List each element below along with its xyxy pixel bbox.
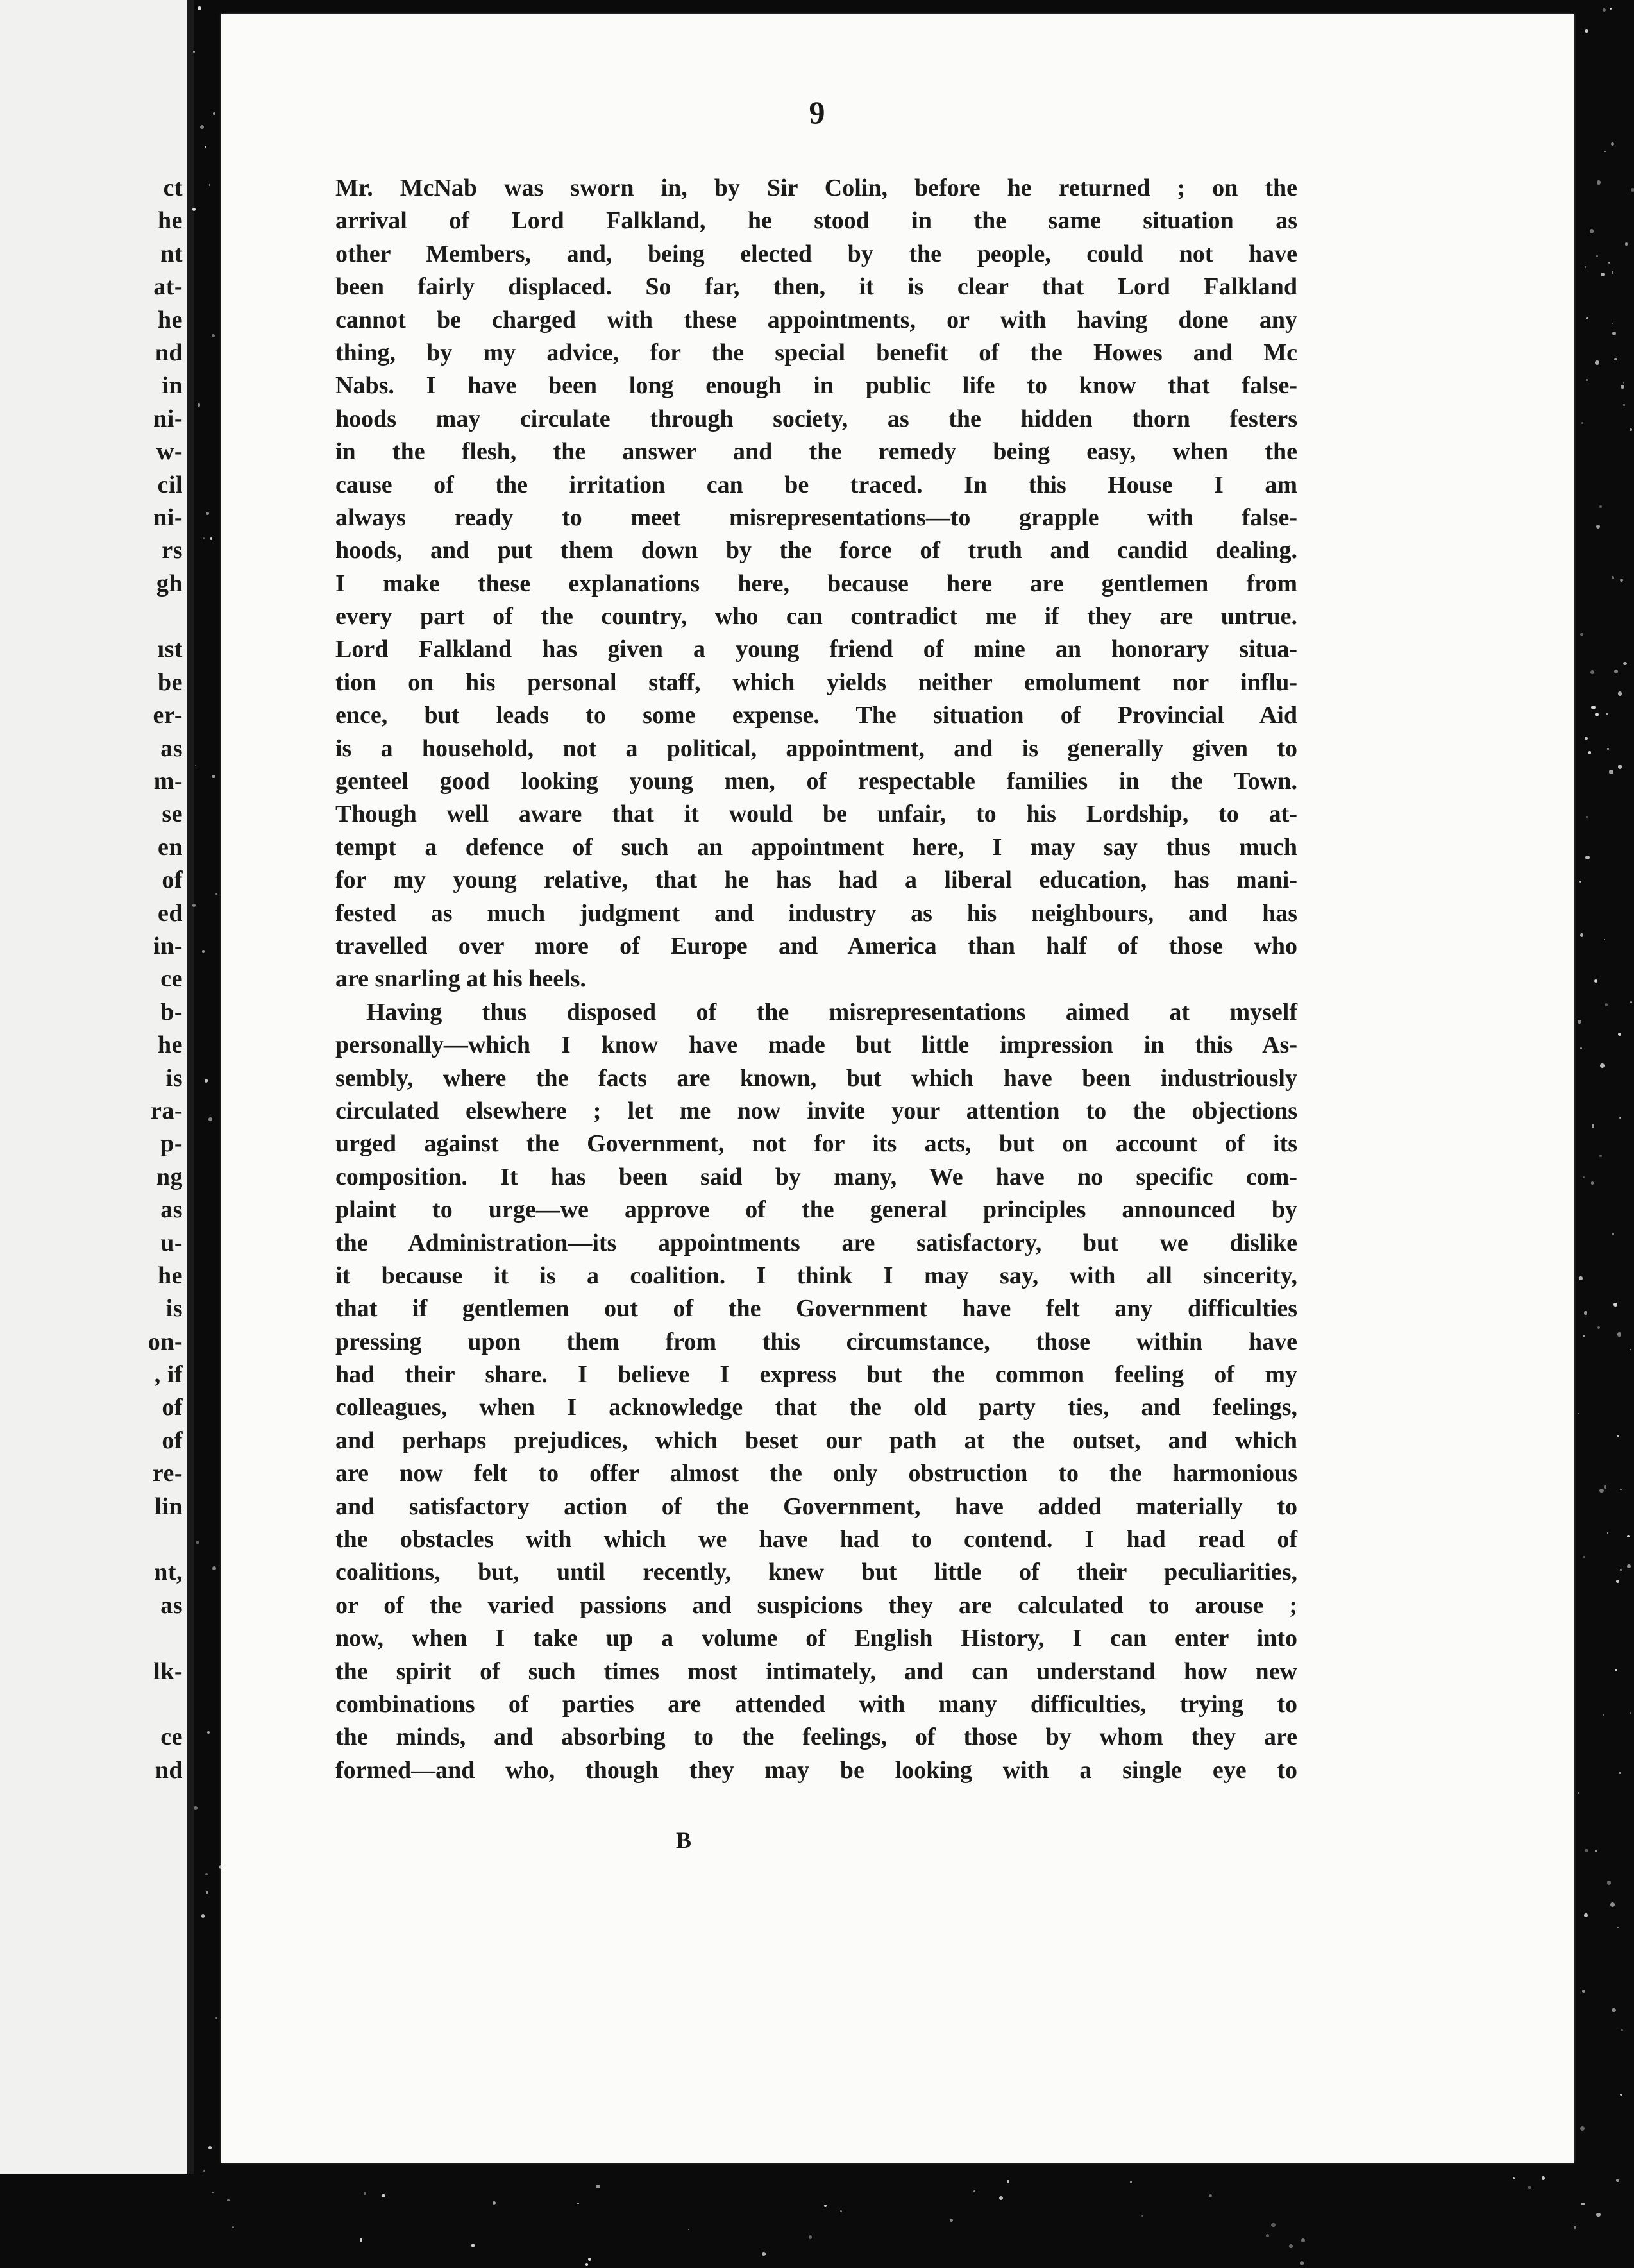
text-line: arrival of Lord Falkland, he stood in the same situation as <box>335 207 1297 235</box>
fragment-line: nt, <box>154 1559 183 1586</box>
scan-noise-speck <box>205 146 206 148</box>
text-line: cannot be charged with these appointments, or with having done any <box>335 306 1297 334</box>
scan-noise-speck <box>1620 1569 1622 1571</box>
fragment-line: at- <box>153 273 183 301</box>
text-line: every part of the country, who can contradict me if they are untrue. <box>335 603 1297 630</box>
scan-noise-speck <box>382 2194 385 2198</box>
text-line: Lord Falkland has given a young friend of mine an honorary situa- <box>335 636 1297 663</box>
fragment-line: p- <box>160 1130 183 1158</box>
scan-noise-speck <box>194 1806 198 1811</box>
scan-noise-speck <box>1630 1001 1632 1003</box>
text-line: tion on his personal staff, which yields neither emolument nor influ- <box>335 668 1297 696</box>
scan-noise-speck <box>1621 2029 1622 2031</box>
fragment-line: ce <box>160 965 183 993</box>
fragment-line: be <box>158 668 183 696</box>
fragment-line: on- <box>147 1328 183 1355</box>
scan-noise-speck <box>213 112 215 115</box>
scan-noise-speck <box>1620 579 1623 582</box>
scan-noise-speck <box>200 125 204 129</box>
scan-noise-speck <box>1007 2180 1009 2183</box>
previous-page-text-fragments <box>0 172 183 1787</box>
scan-noise-speck <box>1271 2223 1276 2228</box>
fragment-line: se <box>162 800 183 828</box>
scan-noise-speck <box>1586 379 1588 381</box>
scan-noise-speck <box>1612 271 1614 274</box>
scan-noise-speck <box>1585 1849 1588 1852</box>
scan-noise-speck <box>1130 2181 1132 2183</box>
scan-noise-speck <box>210 537 212 539</box>
text-line: and perhaps prejudices, which beset our path at the outset, and which <box>335 1426 1297 1454</box>
scan-noise-speck <box>1612 2008 1616 2013</box>
fragment-line: is <box>165 1295 183 1323</box>
scan-noise-speck <box>1581 2203 1585 2206</box>
scan-noise-speck <box>950 2219 953 2222</box>
scan-noise-speck <box>1584 1311 1587 1314</box>
scan-noise-speck <box>1592 1124 1595 1128</box>
scan-noise-speck <box>1617 1927 1619 1928</box>
signature-mark: B <box>675 1827 691 1853</box>
scan-noise-speck <box>1616 1580 1619 1583</box>
scan-noise-speck <box>1583 1335 1585 1337</box>
scan-noise-speck <box>1583 1556 1585 1558</box>
scan-noise-speck <box>1585 266 1587 268</box>
scan-noise-speck <box>1609 770 1613 774</box>
fragment-line: ni- <box>153 405 183 432</box>
scan-noise-speck <box>1599 1489 1603 1493</box>
fragment-line: he <box>158 1262 183 1289</box>
fragment-line: w- <box>156 438 183 466</box>
scan-noise-speck <box>1596 255 1598 258</box>
scan-noise-speck <box>1617 1435 1619 1437</box>
text-line: ence, but leads to some expense. The situation of Provincial Aid <box>335 702 1297 729</box>
scan-noise-speck <box>1604 151 1606 153</box>
text-line: now, when I take up a volume of English History, I can enter into <box>335 1625 1297 1652</box>
scan-noise-speck <box>195 765 196 766</box>
scan-noise-speck <box>1141 2215 1143 2217</box>
scan-noise-speck <box>809 2235 813 2239</box>
scan-noise-speck <box>1300 2261 1304 2265</box>
scan-noise-speck <box>1584 1913 1588 1917</box>
text-line: circulated elsewhere ; let me now invite your attention to the objections <box>335 1097 1297 1124</box>
fragment-line: b- <box>160 998 183 1026</box>
text-line: I make these explanations here, because here are gentlemen from <box>335 570 1297 597</box>
scan-noise-speck <box>1619 1117 1621 1119</box>
scan-noise-speck <box>1580 2126 1585 2131</box>
text-line: always ready to meet misrepresentations—to grapple with false- <box>335 504 1297 531</box>
body-text <box>335 172 1297 1787</box>
scan-noise-speck <box>1595 1850 1597 1852</box>
text-line: formed—and who, though they may be looking with a single eye to <box>335 1756 1297 1784</box>
fragment-line: ıst <box>157 636 183 663</box>
scan-noise-speck <box>1614 358 1617 361</box>
scan-noise-speck <box>1627 1564 1631 1568</box>
scan-noise-speck <box>1578 1792 1579 1793</box>
scan-noise-speck <box>1630 1349 1631 1351</box>
fragment-line: as <box>160 1591 183 1619</box>
scan-noise-speck <box>208 2146 212 2149</box>
fragment-line: he <box>158 207 183 235</box>
scan-noise-speck <box>1603 8 1606 12</box>
scan-noise-speck <box>192 904 196 907</box>
text-line: pressing upon them from this circumstance, those within have <box>335 1328 1297 1355</box>
scan-noise-speck <box>1574 2226 1576 2229</box>
scan-noise-speck <box>1606 713 1608 715</box>
fragment-line: nt <box>160 240 183 267</box>
text-line: fested as much judgment and industry as his neighbours, and has <box>335 899 1297 927</box>
scan-noise-speck <box>840 2210 842 2212</box>
text-line: it because it is a coalition. I think I may say, with all sincerity, <box>335 1262 1297 1289</box>
fragment-line: of <box>162 1426 183 1454</box>
text-line: coalitions, but, until recently, knew but little of their peculiarities, <box>335 1559 1297 1586</box>
fragment-line: cil <box>157 471 183 498</box>
scan-noise-speck <box>1579 881 1581 883</box>
scan-noise-speck <box>232 2226 234 2228</box>
fragment-line: er- <box>153 702 183 729</box>
scan-noise-speck <box>193 51 195 53</box>
scan-noise-speck <box>1586 317 1588 319</box>
text-line: cause of the irritation can be traced. In this House I am <box>335 471 1297 498</box>
scan-noise-speck <box>1599 1155 1602 1157</box>
fragment-line <box>0 1688 183 1721</box>
scan-noise-speck <box>227 2199 230 2202</box>
scan-noise-speck <box>215 2017 217 2019</box>
scan-noise-speck <box>205 1079 208 1083</box>
scan-noise-speck <box>1595 360 1599 365</box>
scan-noise-speck <box>215 893 217 895</box>
scan-noise-speck <box>1579 1276 1583 1280</box>
scan-noise-speck <box>1612 1233 1614 1235</box>
previous-page-strip <box>0 0 187 2174</box>
scan-noise-speck <box>202 950 205 952</box>
scan-noise-speck <box>824 2205 827 2208</box>
scan-noise-speck <box>1607 1881 1611 1884</box>
text-line: are snarling at his heels. <box>335 965 586 993</box>
scan-noise-speck <box>1608 262 1610 264</box>
scan-noise-speck <box>1630 428 1632 431</box>
scan-noise-speck <box>1620 1489 1621 1490</box>
text-line: composition. It has been said by many, We have no specific com- <box>335 1163 1297 1190</box>
scan-noise-speck <box>1582 1990 1585 1993</box>
scan-noise-speck <box>1542 2176 1545 2179</box>
scan-noise-speck <box>1585 856 1590 860</box>
page-gutter <box>187 0 194 2174</box>
scan-noise-speck <box>1597 180 1601 185</box>
scan-noise-speck <box>1601 273 1605 276</box>
text-line: been fairly displaced. So far, then, it is clear that Lord Falkland <box>335 273 1297 301</box>
scan-noise-speck <box>1583 1176 1585 1178</box>
scan-noise-speck <box>212 1566 217 1571</box>
fragment-line: nd <box>155 339 183 366</box>
scan-noise-speck <box>1607 748 1609 750</box>
scan-noise-speck <box>1596 525 1600 529</box>
text-line: combinations of parties are attended with many difficulties, trying to <box>335 1690 1297 1718</box>
scan-noise-speck <box>364 2192 366 2195</box>
text-line: sembly, where the facts are known, but which have been industriously <box>335 1064 1297 1092</box>
scan-noise-speck <box>1600 1063 1605 1068</box>
text-line: Mr. McNab was sworn in, by Sir Colin, before he returned ; on the <box>335 174 1297 201</box>
fragment-line: re- <box>152 1460 183 1487</box>
scan-noise-speck <box>1595 713 1599 716</box>
scan-noise-speck <box>1612 576 1614 579</box>
fragment-line: he <box>158 306 183 334</box>
scan-noise-speck <box>1616 2179 1619 2181</box>
scan-noise-speck <box>1631 188 1634 192</box>
scan-noise-speck <box>212 334 215 337</box>
fragment-line: , if <box>154 1361 183 1389</box>
scan-noise-speck <box>1623 404 1626 407</box>
scan-noise-speck <box>588 2258 591 2261</box>
fragment-line: en <box>158 833 183 861</box>
scan-noise-speck <box>1578 1413 1579 1414</box>
text-line: plaint to urge—we approve of the general principles announced by <box>335 1196 1297 1224</box>
scan-noise-speck <box>1612 332 1617 336</box>
text-line: is a household, not a political, appointment, and is generally given to <box>335 734 1297 762</box>
scan-noise-speck <box>1581 422 1584 425</box>
scan-noise-speck <box>1604 939 1605 940</box>
text-line: travelled over more of Europe and America than half of those who <box>335 932 1297 960</box>
scan-noise-speck <box>1580 933 1583 936</box>
fragment-line: in- <box>153 932 183 960</box>
text-line: the obstacles with which we have had to contend. I had read of <box>335 1526 1297 1553</box>
text-line: urged against the Government, not for its acts, but on account of its <box>335 1130 1297 1158</box>
fragment-line: rs <box>162 537 183 564</box>
scan-noise-speck <box>212 2192 214 2194</box>
text-line: personally—which I know have made but little impression in this As- <box>335 1031 1297 1059</box>
scan-noise-speck <box>1590 670 1594 674</box>
scan-noise-speck <box>1289 2244 1292 2247</box>
fragment-line <box>0 1523 183 1556</box>
scan-noise-speck <box>577 2203 578 2204</box>
page-number: 9 <box>809 94 825 130</box>
scan-noise-speck <box>1607 1532 1608 1534</box>
fragment-line: ra- <box>150 1097 183 1124</box>
scan-noise-speck <box>1599 505 1602 508</box>
scan-noise-speck <box>1613 1303 1617 1307</box>
scan-noise-speck <box>1585 737 1588 740</box>
scan-noise-speck <box>1623 662 1627 666</box>
text-line: colleagues, when I acknowledge that the old party ties, and feelings, <box>335 1394 1297 1421</box>
scan-noise-speck <box>1627 1535 1630 1537</box>
scan-noise-speck <box>973 2190 975 2192</box>
scan-noise-speck <box>1625 242 1628 245</box>
fragment-line: as <box>160 1196 183 1224</box>
scan-noise-speck <box>203 2170 205 2172</box>
text-line: tempt a defence of such an appointment here, I may say thus much <box>335 833 1297 861</box>
scan-noise-speck <box>1615 1669 1617 1671</box>
scan-noise-speck <box>201 1914 205 1917</box>
scan-noise-speck <box>360 2238 362 2241</box>
text-line: the Administration—its appointments are satisfactory, but we dislike <box>335 1229 1297 1257</box>
scan-noise-speck <box>596 2185 600 2189</box>
scan-noise-speck <box>1618 1033 1621 1036</box>
fragment-line: ed <box>158 899 183 927</box>
text-line: that if gentlemen out of the Government have felt any difficulties <box>335 1295 1297 1323</box>
scan-noise-speck <box>1597 1326 1600 1329</box>
text-line: in the flesh, the answer and the remedy being easy, when the <box>335 438 1297 466</box>
scan-noise-speck <box>1621 385 1624 389</box>
fragment-line <box>0 1622 183 1655</box>
text-line: the minds, and absorbing to the feelings, of those by whom they are <box>335 1723 1297 1751</box>
scan-noise-speck <box>1605 1003 1608 1006</box>
text-line: thing, by my advice, for the special benefit of the Howes and Mc <box>335 339 1297 366</box>
scan-noise-speck <box>198 6 201 10</box>
scan-noise-speck <box>1619 1772 1622 1775</box>
fragment-line: m- <box>153 768 183 795</box>
fragment-line: in <box>162 372 183 400</box>
scan-noise-speck <box>206 1891 209 1894</box>
fragment-line <box>0 600 183 633</box>
scan-noise-speck <box>1513 2177 1515 2179</box>
scan-noise-speck <box>1630 1712 1631 1713</box>
scan-noise-speck <box>1594 979 1597 983</box>
fragment-line: ce <box>160 1723 183 1751</box>
scan-noise-speck <box>688 2229 689 2230</box>
scan-noise-speck <box>1590 229 1594 233</box>
fragment-line: ct <box>163 174 183 201</box>
fragment-line: u- <box>160 1229 183 1257</box>
text-line: had their share. I believe I express but the common feeling of my <box>335 1361 1297 1389</box>
text-line: genteel good looking young men, of respectable families in the Town. <box>335 768 1297 795</box>
scan-noise-speck <box>762 2252 766 2256</box>
scan-noise-speck <box>1618 691 1622 696</box>
scan-noise-speck <box>207 1731 210 1734</box>
scan-noise-speck <box>205 1873 208 1875</box>
scan-noise-speck <box>1266 2234 1269 2237</box>
text-line: hoods, and put them down by the force of truth and candid dealing. <box>335 537 1297 564</box>
scan-noise-speck <box>203 537 205 539</box>
fragment-line: of <box>162 867 183 894</box>
scan-noise-speck <box>212 775 215 779</box>
text-line: or of the varied passions and suspicions they are calculated to arouse ; <box>335 1591 1297 1619</box>
scan-noise-speck <box>1591 706 1596 710</box>
scan-noise-speck <box>1580 1047 1582 1049</box>
fragment-line: nd <box>155 1756 183 1784</box>
scan-noise-speck <box>1301 2238 1304 2242</box>
text-line: and satisfactory action of the Government, have added materially to <box>335 1493 1297 1520</box>
scan-noise-speck <box>1614 670 1618 673</box>
text-line: the spirit of such times most intimately, and can understand how new <box>335 1657 1297 1685</box>
text-line: Nabs. I have been long enough in public life to know that false- <box>335 372 1297 400</box>
text-line: hoods may circulate through society, as the hidden thorn festers <box>335 405 1297 432</box>
scan-noise-speck <box>196 1541 199 1544</box>
scan-noise-speck <box>192 208 196 211</box>
fragment-line: is <box>165 1064 183 1092</box>
scan-noise-speck <box>1578 1020 1581 1024</box>
scan-noise-speck <box>1611 142 1614 146</box>
scan-noise-speck <box>1586 816 1588 818</box>
scan-noise-speck <box>198 403 201 407</box>
scan-noise-speck <box>1620 2094 1622 2096</box>
fragment-line: lin <box>155 1493 183 1520</box>
text-line: Having thus disposed of the misrepresentations aimed at myself <box>366 998 1297 1026</box>
scan-noise-speck <box>1612 323 1613 324</box>
scan-noise-speck <box>999 2196 1003 2200</box>
fragment-line: of <box>162 1394 183 1421</box>
text-line: for my young relative, that he has had a liberal education, has mani- <box>335 867 1297 894</box>
scan-noise-speck <box>1617 1332 1622 1337</box>
scan-noise-speck <box>1596 2213 1600 2217</box>
scan-noise-speck <box>1603 1714 1604 1716</box>
fragment-line: he <box>158 1031 183 1059</box>
scan-noise-speck <box>1610 1902 1615 1907</box>
fragment-line: ng <box>156 1163 183 1190</box>
scan-noise-speck <box>585 2263 588 2265</box>
scan-noise-speck <box>1580 633 1583 636</box>
scan-noise-speck <box>1610 8 1612 10</box>
scan-noise-speck <box>1623 382 1624 383</box>
scan-noise-speck <box>493 2201 496 2205</box>
text-line: other Members, and, being elected by the people, could not have <box>335 240 1297 267</box>
scan-noise-speck <box>1528 2186 1531 2190</box>
fragment-line: gh <box>156 570 183 597</box>
text-line: are now felt to offer almost the only obstruction to the harmonious <box>335 1460 1297 1487</box>
scan-noise-speck <box>1209 2194 1212 2197</box>
scan-noise-speck <box>209 184 211 186</box>
scan-noise-speck <box>206 512 209 515</box>
scan-noise-speck <box>1604 1485 1607 1489</box>
text-line: Though well aware that it would be unfair, to his Lordship, to at- <box>335 800 1297 828</box>
scan-noise-speck <box>1618 765 1622 769</box>
fragment-line: as <box>160 734 183 762</box>
fragment-line: lk- <box>153 1657 183 1685</box>
scan-noise-speck <box>471 2244 475 2247</box>
fragment-line: ni- <box>153 504 183 531</box>
scan-noise-speck <box>1585 29 1588 33</box>
scan-noise-speck <box>1591 1181 1594 1185</box>
scan-noise-speck <box>208 1117 212 1121</box>
scan-noise-speck <box>1588 751 1592 754</box>
